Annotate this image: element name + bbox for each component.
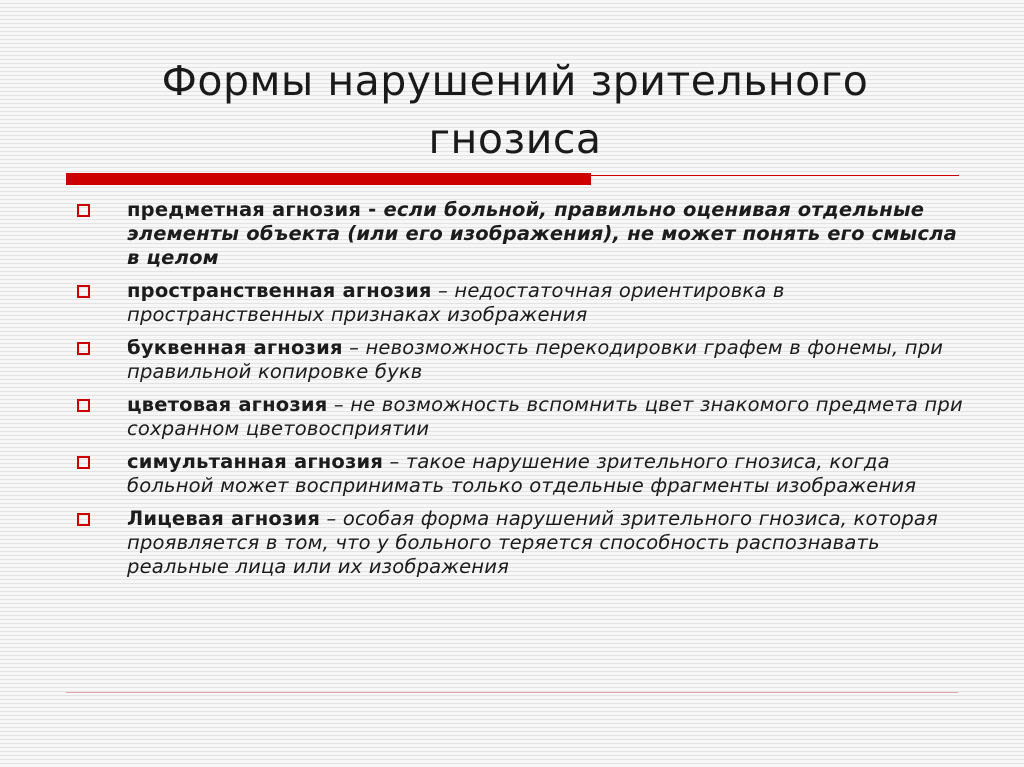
- item-dash: –: [320, 507, 343, 530]
- list-item-face-agnosia: [70, 507, 970, 579]
- item-dash: –: [383, 450, 406, 473]
- item-term: симультанная агнозия: [127, 450, 384, 473]
- list-item-object-agnosia: [70, 198, 970, 270]
- footer-divider: [66, 692, 958, 693]
- item-definition: если больной, правильно оценивая отдельные элементы объекта (или его изображения), не может понять его смысла в целом: [127, 198, 957, 269]
- title-underline-thick: [66, 173, 591, 185]
- title-underline-thin: [591, 175, 959, 176]
- list-item-spatial-agnosia: [70, 279, 970, 327]
- hollow-square-bullet-icon: [77, 342, 90, 355]
- hollow-square-bullet-icon: [77, 204, 90, 217]
- hollow-square-bullet-icon: [77, 513, 90, 526]
- item-dash: –: [327, 393, 351, 416]
- item-dash: -: [361, 198, 384, 221]
- item-term: буквенная агнозия: [127, 336, 343, 359]
- item-definition: не возможность вспомнить цвет знакомого предмета при сохранном цветовосприятии: [127, 393, 963, 440]
- item-term: пространственная агнозия: [127, 279, 432, 302]
- hollow-square-bullet-icon: [77, 285, 90, 298]
- list-item-simultaneous-agnosia: [70, 450, 970, 498]
- item-definition: особая форма нарушений зрительного гнозиса, которая проявляется в том, что у больного теряется способность распознавать реальные лица или их изображения: [127, 507, 938, 578]
- item-definition: недостаточная ориентировка в пространственных признаках изображения: [127, 279, 785, 326]
- item-term: Лицевая агнозия: [127, 507, 321, 530]
- item-definition: такое нарушение зрительного гнозиса, когда больной может воспринимать только отдельные фрагменты изображения: [127, 450, 917, 497]
- item-definition: невозможность перекодировки графем в фонемы, при правильной копировке букв: [127, 336, 944, 383]
- hollow-square-bullet-icon: [77, 399, 90, 412]
- item-term: цветовая агнозия: [127, 393, 328, 416]
- item-term: предметная агнозия: [127, 198, 362, 221]
- agnosia-list: [70, 198, 970, 588]
- item-dash: –: [431, 279, 455, 302]
- list-item-color-agnosia: [70, 393, 970, 441]
- list-item-letter-agnosia: [70, 336, 970, 384]
- slide-title: Формы нарушений зрительного гнозиса: [161, 57, 869, 163]
- hollow-square-bullet-icon: [77, 456, 90, 469]
- item-dash: –: [342, 336, 366, 359]
